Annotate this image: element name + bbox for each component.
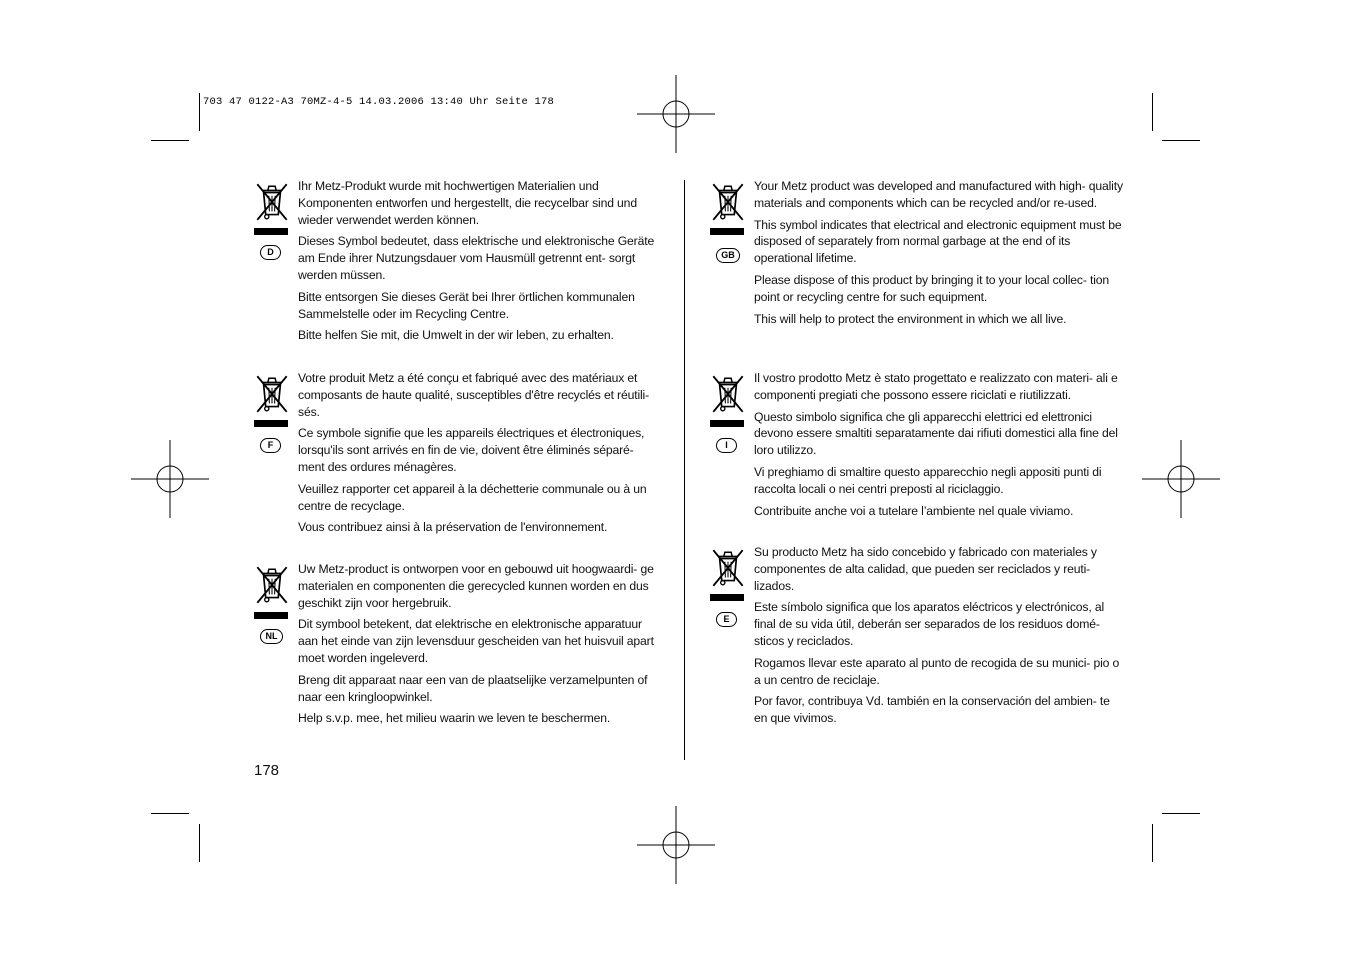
crop-mark	[1162, 813, 1200, 814]
section-paragraph: Your Metz product was developed and manufactured with high- quality materials and components which can be recycled and/or re-used.	[754, 179, 1123, 210]
section-paragraph: This will help to protect the environment in which we all live.	[754, 311, 1067, 326]
section-paragraph: Questo simbolo significa che gli apparecchi elettrici ed elettronici devono essere smaltiti separatamente dai rifiuti domestici alla fine del loro utilizzo.	[754, 409, 1118, 458]
weee-bar	[710, 420, 744, 427]
section-es	[754, 544, 1124, 732]
section-paragraph: Este símbolo significa que los aparatos eléctricos y electrónicos, al final de su vida útil, deberán ser separados de los residuos domé- sticos y reciclados.	[754, 600, 1105, 648]
section-paragraph: Please dispose of this product by bringing it to your local collec- tion point or recycling centre for such equipment.	[754, 272, 1110, 304]
section-paragraph: Breng dit apparaat naar een van de plaatselijke verzamelpunten of naar een kringloopwinkel.	[298, 672, 648, 704]
section-paragraph: Dieses Symbol bedeutet, dass elektrische und elektronische Geräte am Ende ihrer Nutzungsdauer vom Hausmüll getrennt ent- sorgt werden müssen.	[298, 234, 655, 282]
column-divider	[684, 180, 685, 760]
weee-bin-icon	[710, 546, 746, 590]
section-fr	[298, 370, 663, 541]
language-badge-it: I	[716, 438, 737, 453]
weee-bar	[710, 594, 744, 601]
section-paragraph: Bitte entsorgen Sie dieses Gerät bei Ihrer örtlichen kommunalen Sammelstelle oder im Recycling Centre.	[298, 289, 635, 321]
language-badge-nl: NL	[260, 629, 283, 644]
language-badge-gb: GB	[716, 248, 740, 263]
section-paragraph: Ihr Metz-Produkt wurde mit hochwertigen Materialien und Komponenten entworfen und hergestellt, die recycelbar sind und wieder verwendet werden können.	[298, 179, 637, 227]
crop-mark	[1162, 140, 1200, 141]
weee-bar	[254, 420, 288, 427]
section-gb	[754, 178, 1124, 332]
section-paragraph: This symbol indicates that electrical and electronic equipment must be disposed of separately from normal garbage at the end of its operational lifetime.	[754, 217, 1122, 266]
registration-mark-icon	[637, 75, 715, 153]
registration-mark-icon	[131, 440, 209, 518]
section-paragraph: Bitte helfen Sie mit, die Umwelt in der wir leben, zu erhalten.	[298, 328, 614, 343]
language-badge-de: D	[260, 245, 281, 260]
crop-mark	[199, 93, 200, 131]
weee-bin-icon	[254, 372, 290, 416]
section-paragraph: Il vostro prodotto Metz è stato progettato e realizzato con materi- ali e componenti pregiati che possono essere riciclati e riutilizzati.	[754, 371, 1118, 402]
section-paragraph: Votre produit Metz a été conçu et fabriqué avec des matériaux et composants de haute qualité, susceptibles d'être recyclés et réutili- sés.	[298, 371, 650, 419]
crop-mark	[1152, 93, 1153, 131]
section-paragraph: Uw Metz-product is ontworpen voor en gebouwd uit hoogwaardi- ge materialen en componenten die gerecycled kunnen worden en dus geschikt zijn voor hergebruik.	[298, 562, 654, 610]
section-paragraph: Vous contribuez ainsi à la préservation de l'environnement.	[298, 520, 608, 535]
crop-mark	[199, 824, 200, 862]
section-paragraph: Rogamos llevar este aparato al punto de recogida de su munici- pio o a un centro de reciclaje.	[754, 655, 1120, 687]
section-paragraph: Vi preghiamo di smaltire questo apparecchio negli appositi punti di raccolta locali o nei centri preposti al riciclaggio.	[754, 464, 1102, 496]
crop-mark	[151, 140, 189, 141]
weee-bin-icon	[710, 372, 746, 416]
section-it	[754, 370, 1124, 524]
weee-bin-icon	[254, 180, 290, 224]
weee-bar	[254, 612, 288, 619]
registration-mark-icon	[637, 806, 715, 884]
weee-bar	[254, 228, 288, 235]
crop-mark	[1152, 824, 1153, 862]
crop-mark	[151, 813, 189, 814]
language-badge-fr: F	[260, 438, 281, 453]
section-paragraph: Help s.v.p. mee, het milieu waarin we leven te beschermen.	[298, 711, 611, 726]
weee-bin-icon	[710, 180, 746, 224]
section-paragraph: Dit symbool betekent, dat elektrische en elektronische apparatuur aan het einde van zijn levensduur gescheiden van het huisvuil apart moet worden ingeleverd.	[298, 617, 654, 665]
section-nl	[298, 561, 663, 732]
weee-bin-icon	[254, 563, 290, 607]
language-badge-es: E	[716, 612, 737, 627]
print-slug: 703 47 0122-A3 70MZ-4-5 14.03.2006 13:40 Uhr Seite 178	[203, 96, 555, 108]
section-paragraph: Su producto Metz ha sido concebido y fabricado con materiales y componentes de alta calidad, que pueden ser reciclados y reuti- lizados.	[754, 545, 1097, 593]
page-number: 178	[254, 762, 280, 779]
registration-mark-icon	[1142, 440, 1220, 518]
section-paragraph: Por favor, contribuya Vd. también en la conservación del ambien- te en que vivimos.	[754, 694, 1110, 726]
section-paragraph: Veuillez rapporter cet appareil à la déchetterie communale ou à un centre de recyclage.	[298, 481, 647, 513]
section-paragraph: Contribuite anche voi a tutelare l’ambiente nel quale viviamo.	[754, 503, 1074, 518]
weee-bar	[710, 228, 744, 235]
section-paragraph: Ce symbole signifie que les appareils électriques et électroniques, lorsqu'ils sont arrivés en fin de vie, doivent être éliminés séparé- ment des ordures ménagères.	[298, 426, 645, 474]
section-de	[298, 178, 663, 349]
